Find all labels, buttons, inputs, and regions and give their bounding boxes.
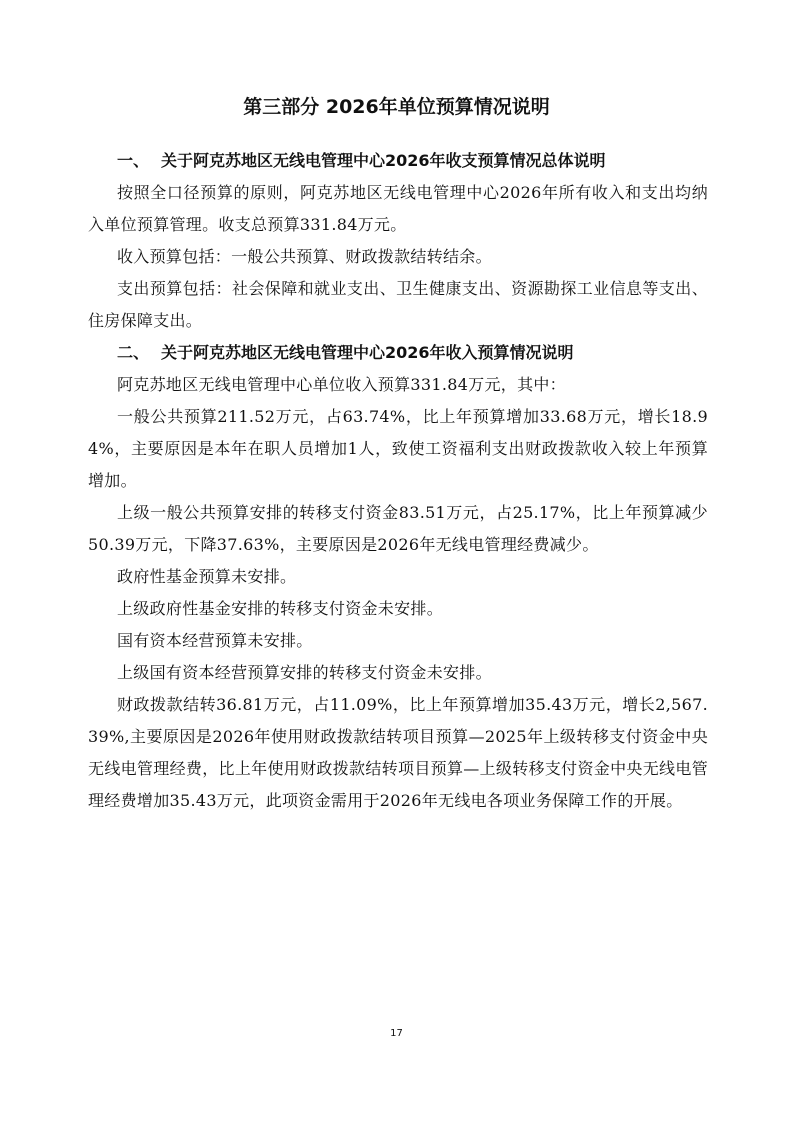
paragraph: 上级国有资本经营预算安排的转移支付资金未安排。 <box>117 663 492 682</box>
paragraph: 收入预算包括：一般公共预算、财政拨款结转结余。 <box>117 247 492 266</box>
paragraph: 按照全口径预算的原则，阿克苏地区无线电管理中心2026年所有收入和支出均纳入单位预算管理。收支总预算331.84万元。 <box>88 183 708 234</box>
page-title: 第三部分 2026年单位预算情况说明 <box>243 96 550 118</box>
section-number-1: 一、 <box>117 151 150 170</box>
document-body <box>88 145 708 817</box>
paragraph: 国有资本经营预算未安排。 <box>117 631 313 650</box>
section-heading-1 <box>88 145 708 177</box>
paragraph: 财政拨款结转36.81万元，占11.09%，比上年预算增加35.43万元，增长2,567.39%,主要原因是2026年使用财政拨款结转项目预算—2025年上级转移支付资金中央无线电管理经费，比上年使用财政拨款结转项目预算—上级转移支付资金中央无线电管理经费增加35.43万元，此项资金需用于2026年无线电各项业务保障工作的开展。 <box>88 695 708 810</box>
section-heading-text-2: 关于阿克苏地区无线电管理中心2026年收入预算情况说明 <box>161 343 574 362</box>
paragraph: 政府性基金预算未安排。 <box>117 567 297 586</box>
paragraph: 上级一般公共预算安排的转移支付资金83.51万元，占25.17%，比上年预算减少50.39万元，下降37.63%，主要原因是2026年无线电管理经费减少。 <box>88 503 708 554</box>
page-number: 17 <box>390 1028 403 1039</box>
section-number-2: 二、 <box>117 343 150 362</box>
section-heading-text-1: 关于阿克苏地区无线电管理中心2026年收支预算情况总体说明 <box>161 151 606 170</box>
section-heading-2 <box>88 337 708 369</box>
paragraph: 一般公共预算211.52万元，占63.74%，比上年预算增加33.68万元，增长18.94%，主要原因是本年在职人员增加1人，致使工资福利支出财政拨款收入较上年预算增加。 <box>88 407 708 490</box>
paragraph: 阿克苏地区无线电管理中心单位收入预算331.84万元，其中： <box>117 375 566 394</box>
paragraph: 支出预算包括：社会保障和就业支出、卫生健康支出、资源勘探工业信息等支出、住房保障支出。 <box>88 279 708 330</box>
paragraph: 上级政府性基金安排的转移支付资金未安排。 <box>117 599 444 618</box>
